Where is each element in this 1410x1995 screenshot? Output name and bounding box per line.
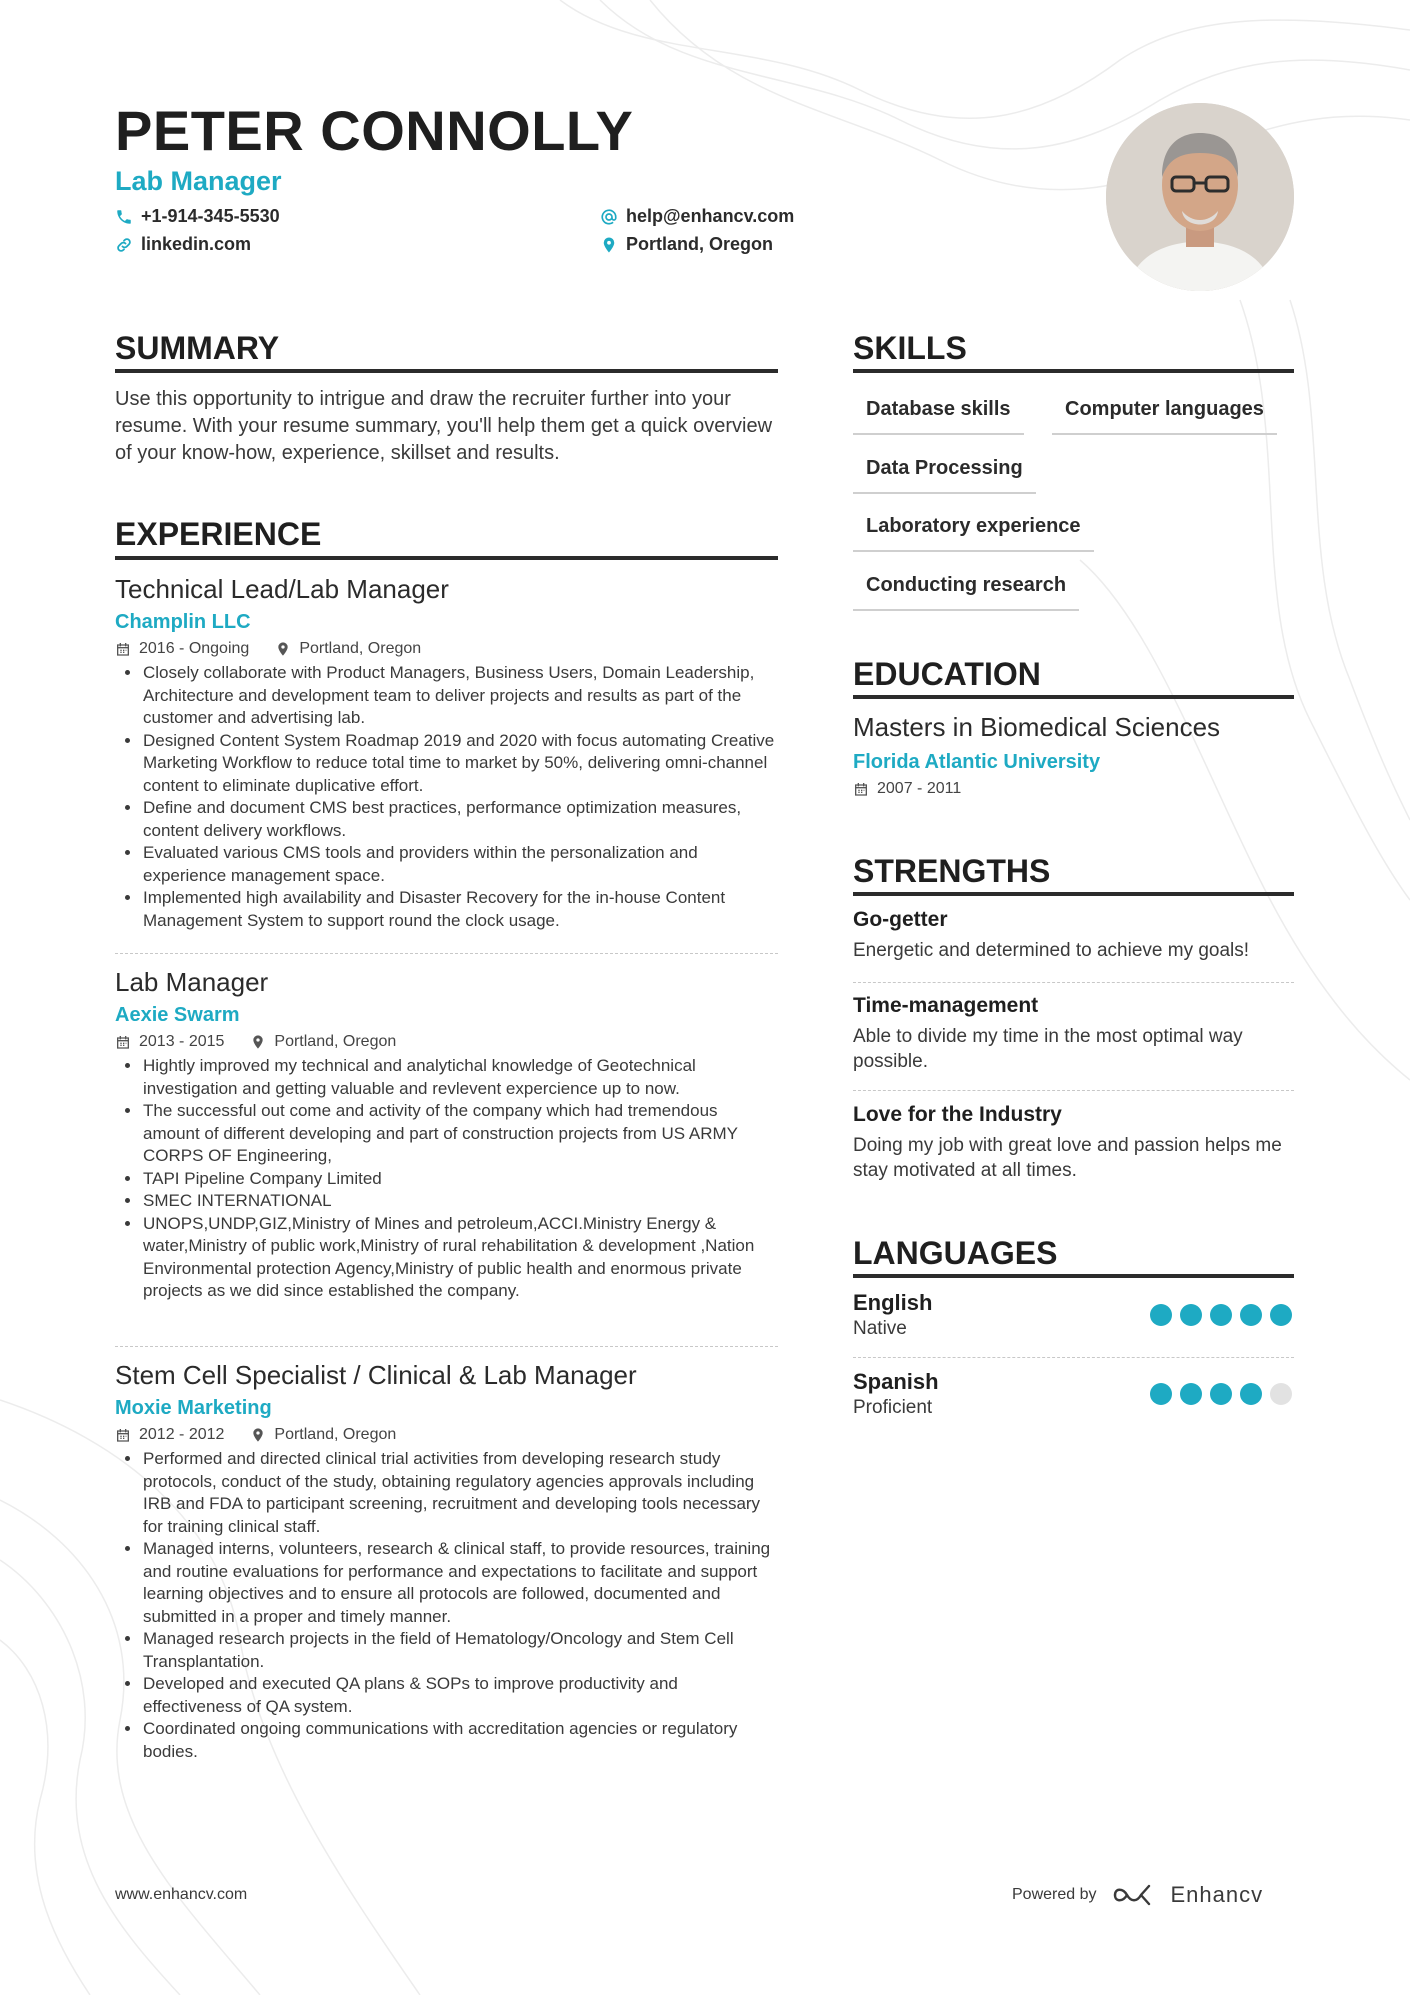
job-bullet: • TAPI Pipeline Company Limited: [142, 1168, 778, 1191]
job-bullet: • Coordinated ongoing communications with accreditation agencies or regulatory bodies.: [142, 1718, 778, 1763]
job-location: Portland, Oregon: [274, 1426, 397, 1443]
summary-divider: [115, 369, 778, 373]
rating-dot-filled: [1210, 1383, 1232, 1405]
job-title: Stem Cell Specialist / Clinical & Lab Manager: [115, 1360, 637, 1390]
language-separator: [853, 1357, 1294, 1358]
job-bullet: • Closely collaborate with Product Managers, Business Users, Domain Leadership, Architecture and development team to deliver projects and results as part of the customer and advertising lab.: [142, 662, 778, 730]
calendar-icon: [115, 641, 131, 657]
contact-email[interactable]: [600, 206, 794, 227]
profile-photo-illustration: [1106, 103, 1294, 291]
experience-entry: [115, 967, 778, 1303]
skills-heading: SKILLS: [853, 330, 967, 366]
job-bullet: • Define and document CMS best practices, performance optimization measures, content delivery workflows.: [142, 797, 778, 842]
job-bullet: • Managed interns, volunteers, research & clinical staff, to provide resources, training and routine evaluations for performance and expectations to facilitate and support learning objectives and to ensure all protocols are followed, documented and submitted in a proper and timely manner.: [142, 1538, 778, 1628]
contact-phone[interactable]: [115, 206, 280, 227]
experience-entry: [115, 1360, 778, 1763]
job-dates: 2012 - 2012: [139, 1426, 225, 1443]
rating-dot-filled: [1180, 1383, 1202, 1405]
job-location: Portland, Oregon: [299, 640, 422, 657]
strength-title: Go-getter: [853, 908, 948, 931]
footer-website[interactable]: www.enhancv.com: [115, 1886, 248, 1903]
strength-title: Time-management: [853, 994, 1039, 1017]
link-icon: [115, 236, 133, 254]
skill-tag: Data Processing: [853, 457, 1036, 494]
powered-by-text: Powered by: [1012, 1886, 1097, 1903]
entry-separator: [115, 953, 778, 954]
enhancv-logo-icon: [1111, 1882, 1157, 1908]
rating-dot-filled: [1240, 1383, 1262, 1405]
language-item: [853, 1369, 1294, 1419]
job-bullets: [115, 1055, 778, 1303]
rating-dot-filled: [1150, 1304, 1172, 1326]
strengths-heading: STRENGTHS: [853, 853, 1051, 889]
job-title: Technical Lead/Lab Manager: [115, 574, 449, 604]
job-meta: [115, 640, 778, 658]
education-entry: [853, 712, 1294, 798]
job-meta: [115, 1033, 778, 1051]
experience-heading: EXPERIENCE: [115, 516, 322, 552]
job-title: Lab Manager: [115, 967, 269, 997]
contact-linkedin[interactable]: [115, 234, 251, 255]
company-name: Moxie Marketing: [115, 1397, 272, 1419]
entry-separator: [115, 1346, 778, 1347]
language-level: Native: [853, 1318, 907, 1339]
candidate-name: PETER CONNOLLY: [115, 99, 634, 162]
strength-item: [853, 1103, 1294, 1183]
job-bullet: • The successful out come and activity of the company which had tremendous amount of different developing and part of construction projects from US ARMY CORPS OF Engineering,: [142, 1100, 778, 1168]
summary-heading: SUMMARY: [115, 330, 280, 366]
education-divider: [853, 695, 1294, 699]
skills-divider: [853, 369, 1294, 373]
job-bullet: • Designed Content System Roadmap 2019 and 2020 with focus automating Creative Marketing Workflow to reduce total time to market by 50%, delivering omni-channel content to eliminate duplicative effort.: [142, 730, 778, 798]
strength-description: Energetic and determined to achieve my goals!: [853, 940, 1250, 961]
job-bullet: • Managed research projects in the field of Hematology/Oncology and Stem Cell Transplantation.: [142, 1628, 778, 1673]
school-name: Florida Atlantic University: [853, 751, 1101, 773]
skill-tag: Computer languages: [1052, 398, 1277, 435]
job-location: Portland, Oregon: [274, 1033, 397, 1050]
experience-entry: [115, 574, 778, 932]
location-pin-icon: [275, 641, 291, 657]
language-item: [853, 1290, 1294, 1340]
languages-divider: [853, 1274, 1294, 1278]
skill-tag: Laboratory experience: [853, 515, 1094, 552]
email-text: help@enhancv.com: [626, 206, 795, 226]
rating-dot-filled: [1270, 1304, 1292, 1326]
profile-photo: [1106, 103, 1294, 291]
strength-item: [853, 908, 1294, 963]
experience-divider: [115, 556, 778, 560]
contact-location: [600, 234, 773, 255]
education-meta: [853, 780, 1294, 798]
job-bullet: • SMEC INTERNATIONAL: [142, 1190, 778, 1213]
rating-dot-filled: [1210, 1304, 1232, 1326]
strength-description: Able to divide my time in the most optimal way possible.: [853, 1026, 1243, 1072]
job-bullets: [115, 662, 778, 932]
strength-separator: [853, 1090, 1294, 1091]
phone-text: +1-914-345-5530: [141, 206, 280, 226]
job-bullet: • Hightly improved my technical and analytichal knowledge of Geotechnical investigation and getting valuable and revlevent expercience up to now.: [142, 1055, 778, 1100]
strength-title: Love for the Industry: [853, 1103, 1062, 1126]
footer-brand: [1012, 1882, 1263, 1908]
job-bullet: • Developed and executed QA plans & SOPs to improve productivity and effectiveness of QA system.: [142, 1673, 778, 1718]
language-rating: [1150, 1304, 1292, 1326]
location-pin-icon: [250, 1427, 266, 1443]
job-dates: 2013 - 2015: [139, 1033, 225, 1050]
job-bullet: • Performed and directed clinical trial activities from developing research study protocols, conduct of the study, obtaining regulatory agencies approvals including IRB and FDA to participant screening, recruitment and developing tools necessary for training clinical staff.: [142, 1448, 778, 1538]
degree: Masters in Biomedical Sciences: [853, 712, 1221, 742]
rating-dot-filled: [1180, 1304, 1202, 1326]
education-dates: 2007 - 2011: [877, 780, 962, 797]
phone-icon: [115, 208, 133, 226]
languages-heading: LANGUAGES: [853, 1235, 1058, 1271]
calendar-icon: [115, 1427, 131, 1443]
company-name: Aexie Swarm: [115, 1004, 240, 1026]
job-meta: [115, 1426, 778, 1444]
job-bullet: • UNOPS,UNDP,GIZ,Ministry of Mines and petroleum,ACCI.Ministry Energy & water,Ministry of public work,Ministry of rural rehabilitation & development ,Nation Environmental protection Agency,Ministry of public health and enormous private projects as we did since established the company.: [142, 1213, 778, 1303]
language-rating: [1150, 1383, 1292, 1405]
at-icon: [600, 208, 618, 226]
strength-description: Doing my job with great love and passion helps me stay motivated at all times.: [853, 1135, 1282, 1181]
location-text: Portland, Oregon: [626, 234, 774, 254]
summary-text: Use this opportunity to intrigue and draw the recruiter further into your resume. With your resume summary, you'll help them get a quick overview of your know-how, experience, skillset and results.: [115, 388, 773, 464]
rating-dot-filled: [1240, 1304, 1262, 1326]
job-bullet: • Implemented high availability and Disaster Recovery for the in-house Content Management System to support round the clock usage.: [142, 887, 778, 932]
job-bullet: • Evaluated various CMS tools and providers within the personalization and experience management space.: [142, 842, 778, 887]
language-name: Spanish: [853, 1369, 939, 1394]
job-dates: 2016 - Ongoing: [139, 640, 250, 657]
skill-tag: Database skills: [853, 398, 1024, 435]
brand-name: Enhancv: [1170, 1882, 1264, 1907]
rating-dot-filled: [1150, 1383, 1172, 1405]
strength-separator: [853, 982, 1294, 983]
strengths-divider: [853, 892, 1294, 896]
calendar-icon: [115, 1034, 131, 1050]
location-pin-icon: [600, 236, 618, 254]
company-name: Champlin LLC: [115, 611, 251, 633]
language-name: English: [853, 1290, 933, 1315]
calendar-icon: [853, 781, 869, 797]
location-pin-icon: [250, 1034, 266, 1050]
candidate-role: Lab Manager: [115, 166, 282, 196]
job-bullets: [115, 1448, 778, 1763]
linkedin-text: linkedin.com: [141, 234, 252, 254]
education-heading: EDUCATION: [853, 656, 1041, 692]
language-level: Proficient: [853, 1397, 933, 1418]
rating-dot-empty: [1270, 1383, 1292, 1405]
skill-tag: Conducting research: [853, 574, 1079, 611]
strength-item: [853, 994, 1294, 1074]
